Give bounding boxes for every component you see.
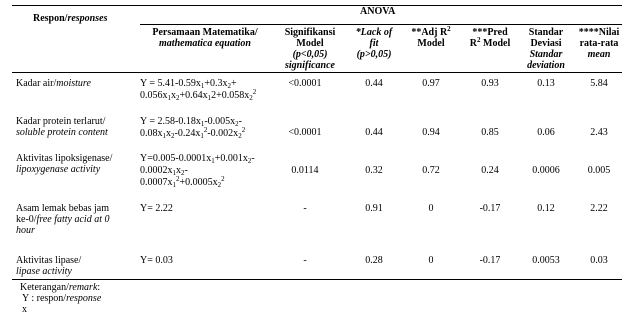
top-rule	[12, 5, 622, 6]
row-lack-of-fit: 0.44	[365, 127, 383, 138]
row-equation: $Y=0.005-0.0001x_1+0.001x_2-$ $0.0002x_1x_2-$ $0.0007x_1^2+0.0005x_2^2$	[140, 153, 255, 189]
row-significance: <0.0001	[288, 127, 322, 138]
col-equation-header: Persamaan Matematika/ mathematica equation	[152, 27, 258, 49]
table-row	[0, 78, 631, 108]
row-adj-r2: 0	[428, 203, 434, 214]
row-adj-r2: 0.94	[422, 127, 440, 138]
row-significance: -	[303, 203, 307, 214]
row-significance: 0.0114	[291, 165, 319, 176]
row-equation: $Y = 2.58-0.18x_1-0.005x_2-$ $0.08x_1x_2-0.24x_1^2-0.002x_2^2$	[140, 116, 246, 140]
col-significance-header: Signifikansi Model (p<0,05) significance	[284, 27, 336, 71]
row-pred-r2: 0.93	[481, 78, 499, 89]
col-adj-r2-header: **Adj $R^2$ Model	[411, 25, 451, 49]
header-bottom-rule	[12, 72, 622, 73]
col-lack-of-fit-header: *Lack of fit (p>0,05)	[355, 27, 393, 60]
row-adj-r2: 0	[428, 255, 434, 266]
row-significance: <0.0001	[288, 78, 322, 89]
row-pred-r2: 0.24	[481, 165, 499, 176]
row-label: Aktivitas lipase/ lipase activity	[16, 255, 82, 277]
table-bottom-rule	[12, 279, 622, 280]
row-pred-r2: -0.17	[479, 255, 501, 266]
table-row	[0, 153, 631, 193]
row-std-dev: 0.0053	[532, 255, 560, 266]
row-lack-of-fit: 0.91	[365, 203, 383, 214]
row-lack-of-fit: 0.44	[365, 78, 383, 89]
table-notes: Keterangan/remark: Y : respon/response x	[20, 282, 102, 315]
row-mean: 5.84	[590, 78, 608, 89]
row-equation: Y= 0.03	[140, 255, 173, 266]
row-std-dev: 0.12	[537, 203, 555, 214]
table-row	[0, 203, 631, 243]
anova-rule	[140, 24, 622, 25]
row-std-dev: 0.06	[537, 127, 555, 138]
col-std-dev-header: Standar Deviasi Standar deviation	[527, 27, 565, 71]
col-pred-r2-header: ***Pred $R^2$ Model	[469, 27, 511, 49]
row-significance: -	[303, 255, 307, 266]
row-lack-of-fit: 0.32	[365, 165, 383, 176]
anova-header: ANOVA	[360, 6, 396, 17]
row-adj-r2: 0.97	[422, 78, 440, 89]
row-std-dev: 0.13	[537, 78, 555, 89]
row-mean: 0.005	[587, 165, 611, 176]
col-mean-header: ****Nilai rata-rata mean	[578, 27, 620, 60]
row-equation: Y= 2.22	[140, 203, 173, 214]
table-row	[0, 255, 631, 279]
row-label: Aktivitas lipoksigenase/ lipoxygenase activity	[16, 153, 113, 175]
row-mean: 2.43	[590, 127, 608, 138]
row-label: Kadar protein terlarut/ soluble protein content	[16, 116, 108, 138]
row-lack-of-fit: 0.28	[365, 255, 383, 266]
row-mean: 2.22	[590, 203, 608, 214]
row-label: Asam lemak bebas jam ke-0/free fatty acid at 0 hour	[16, 203, 110, 236]
row-std-dev: 0.0006	[532, 165, 560, 176]
row-label: Kadar air/moisture	[16, 78, 91, 89]
row-mean: 0.03	[590, 255, 608, 266]
table-row	[0, 116, 631, 146]
respon-header: Respon/responses	[33, 13, 108, 24]
row-pred-r2: 0.85	[481, 127, 499, 138]
row-pred-r2: -0.17	[479, 203, 501, 214]
row-adj-r2: 0.72	[422, 165, 440, 176]
row-equation: $Y = 5.41-0.59x_1+0.3x_2+$ $0.056x_1x_2+0.64x_12+0.058x_2^2$	[140, 78, 257, 102]
